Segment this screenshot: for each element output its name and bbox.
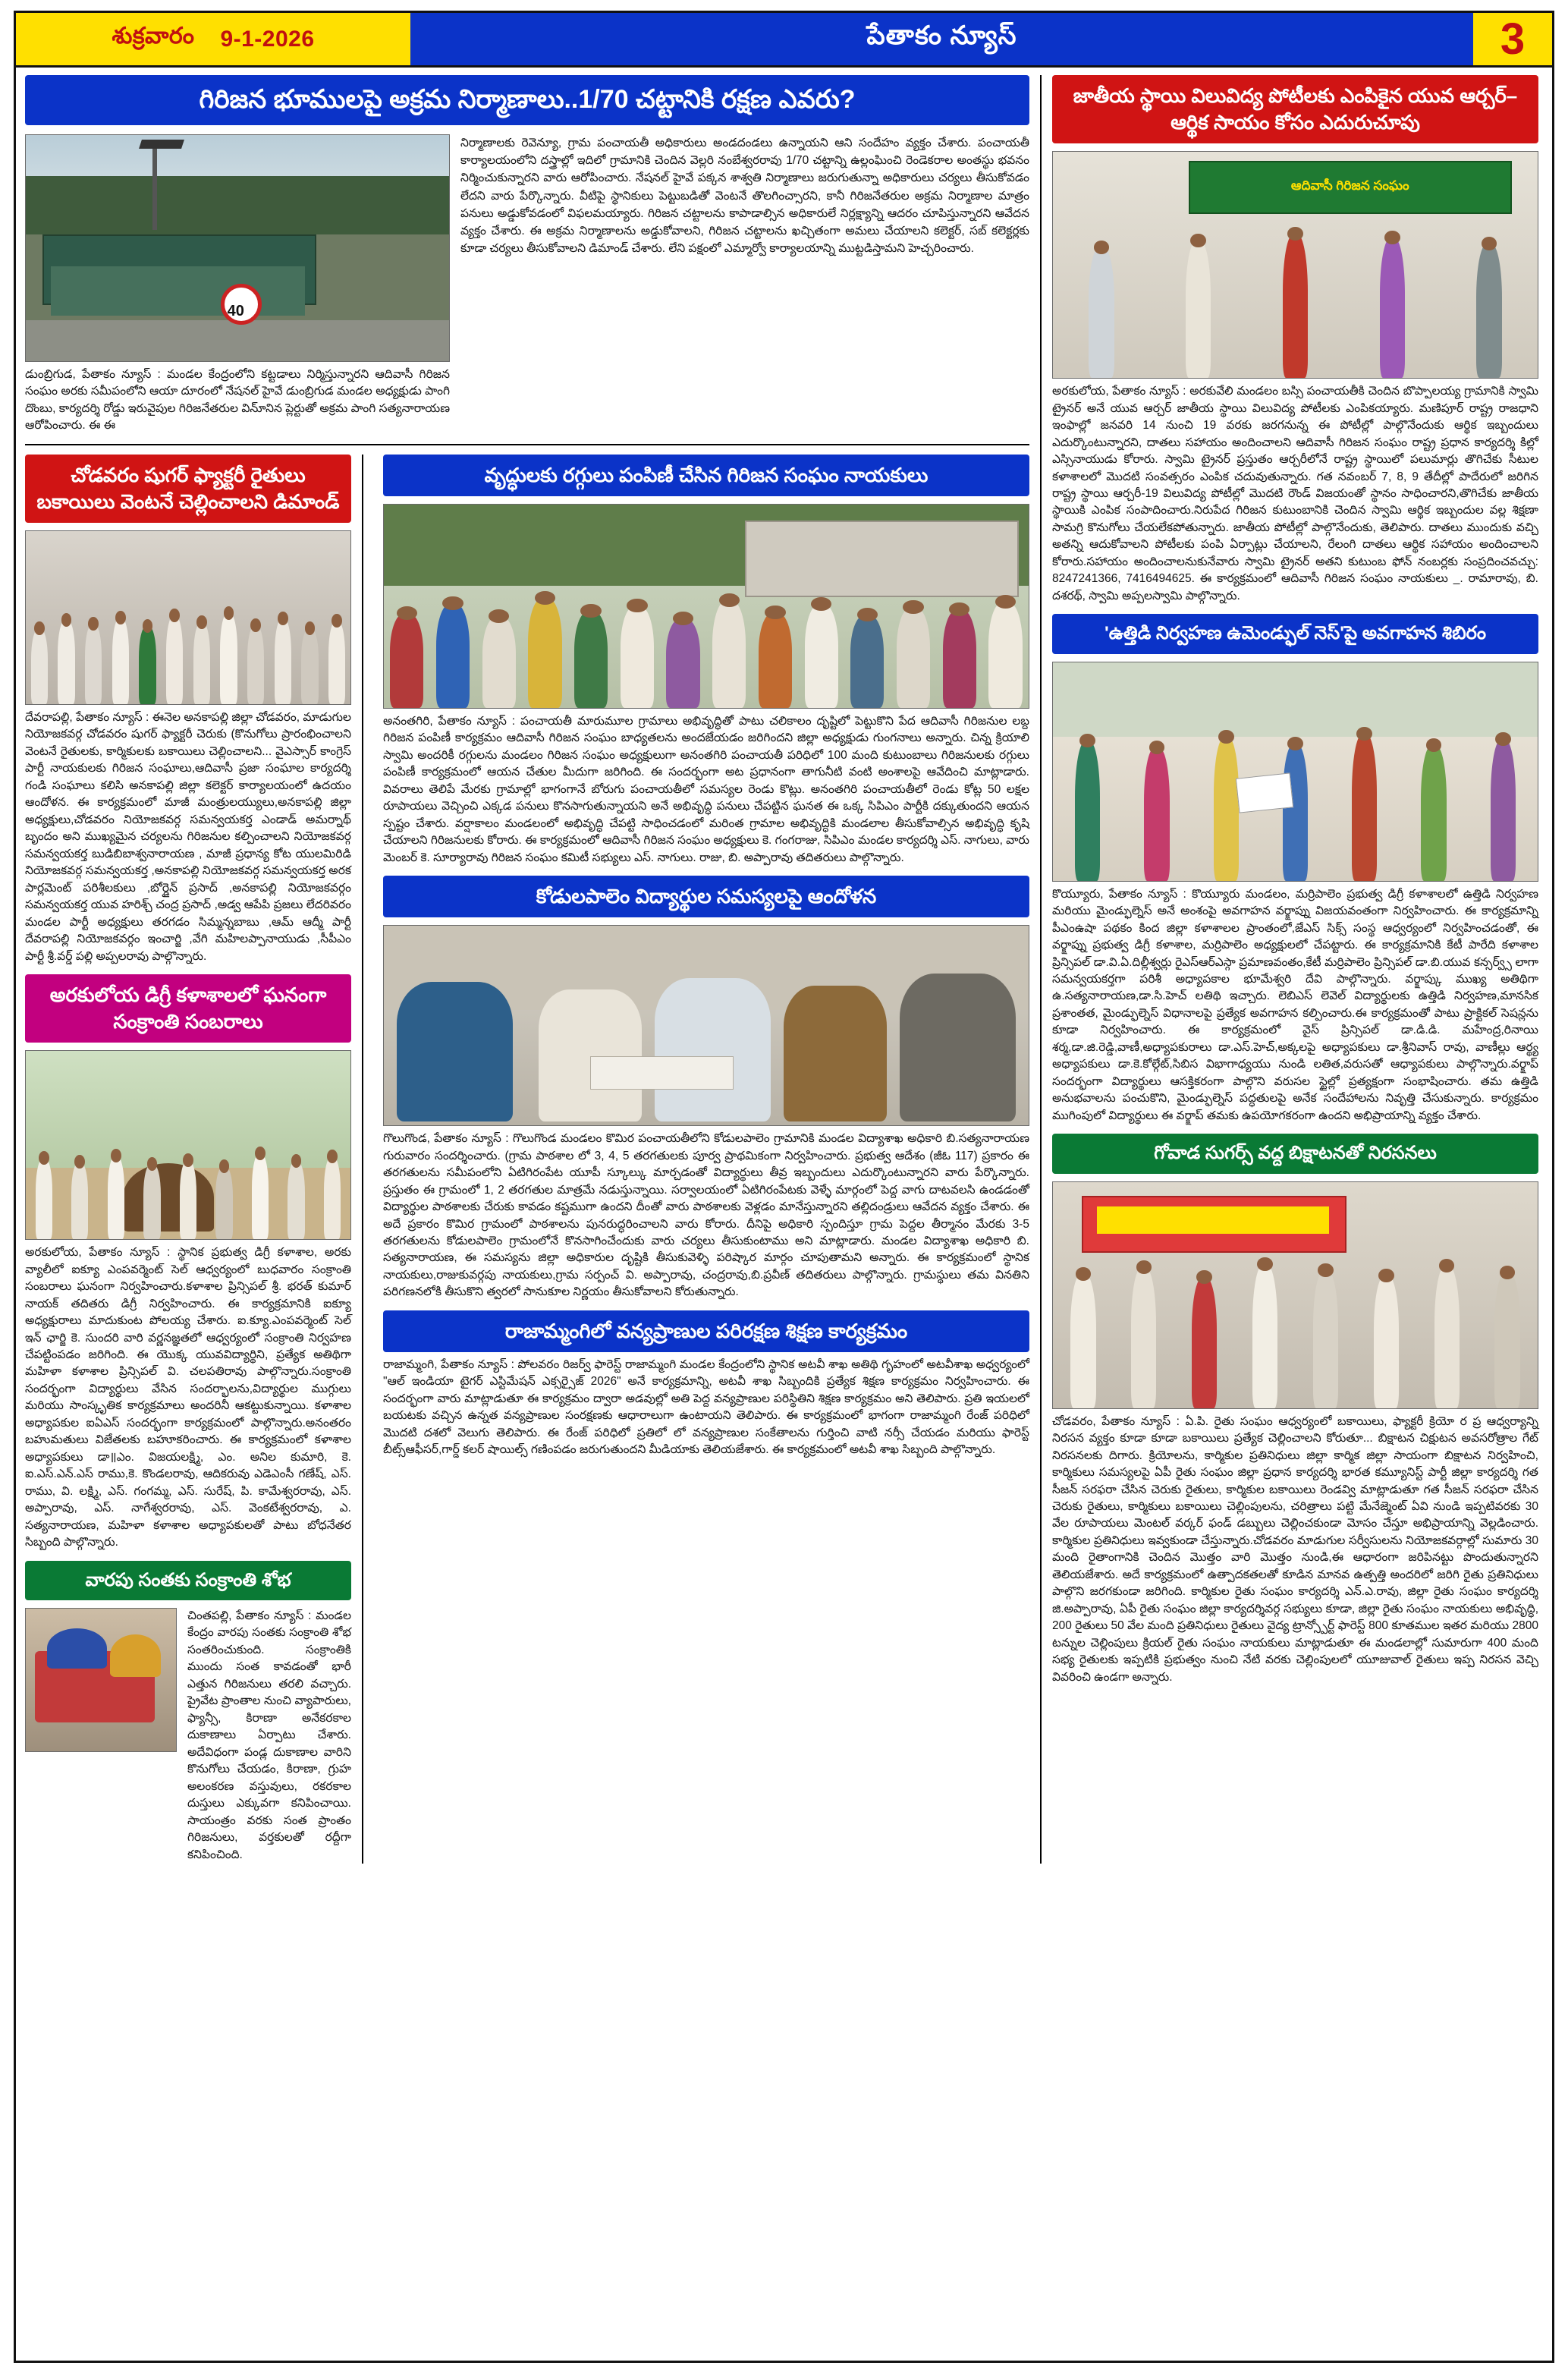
sports-headline: జాతీయ స్థాయి విలువిద్య పోటీలకు ఎంపికైన యువ ఆర్చర్– ఆర్థిక సాయం కోసం ఎదురుచూపు (1052, 75, 1538, 143)
masthead-date: 9-1-2026 (220, 26, 315, 52)
varapu-photo (25, 1608, 177, 1752)
kodulapalem-headline: కోడులపాలెం విద్యార్థుల సమస్యలపై ఆందోళన (383, 876, 1029, 917)
sports-photo-banner-text: ఆదివాసీ గిరిజన సంఘం (1290, 178, 1409, 193)
page-frame (14, 11, 1554, 2363)
protest-photo (1052, 1181, 1538, 1409)
lead-block (25, 134, 1029, 435)
sports-photo (1052, 151, 1538, 379)
araku-body: అరకులోయ, పేతాకం న్యూస్ : స్థానిక ప్రభుత్వ డిగ్రీ కళాశాల, అరకు వ్యాలీలో ఐక్యూ ఎంపవర్మెంట్ సెల్ ఆధ్వర్యంలో బుధవారం సంక్రాంతి సంబరాలు ఘనంగా నిర్వహించారు.కళాశాల ప్రిన్సిపల్ శ్రీ. భరత్ కుమార్ నాయక్ తదితరు డిగ్రీ నిర్వహించారు. ఈ కార్యక్రమానికి ఐక్యూ అధ్యక్షురాలు మాదుకుంట పోలయ్య చేశారు. ఐ.క్యూ.ఎంపవర్మెంట్ సెల్ ఇన్ ఛార్జి కె. సుందరి వారి వర్ణనజ్ఞతలో ఆధ్వర్యంలో సంక్రాంతి నిర్వహణ చేపట్టింపడం జరిగింది. ఈ యొక్క యువవిద్యార్థిని, ప్రత్యేక అతిథిగా మహిళా కళాశాల ప్రిన్సిపల్ వి. చలపతిరావు పాల్గొన్నారు.సంక్రాంతి సందర్భంగా విద్యార్థులు వేసిన సందర్భాలను,విద్యార్థుల ముగ్గులు మరియు సాంస్కృతిక కార్యక్రమాలు అందరినీ ఆకట్టుకున్నాయి. కళాశాల అధ్యాపకుల ఐఏఎస్ సందర్భంగా కార్యక్రమంలో పాల్గొన్నారు.అనంతరం బహుమతులు విజేతలకు బహూకరించారు. ఈ కార్యక్రమంలో కళాశాల అధ్యాపకులు డా॥ఎం. విజయలక్ష్మి, ఎం. అనిల కుమారి, కె. ఐ.ఎస్.ఎన్.ఎస్ రాము,కె. కొండలరావు, ఆదికరువు ఎడెఎంసీ గణేష్, ఎస్. రాము, వి. లక్ష్మి, ఎస్. గంగమ్మ, ఎస్. సురేష్, పి. కామేశ్వరరావు, ఎస్. అప్పారావు, ఎస్. నాగేశ్వరరావు, ఎస్. వెంకటేశ్వరరావు, ఎ. సత్యనారాయణ, మహిళా కళాశాల అధ్యాపకులతో పాటు బోధనేతర సిబ్బంది పాల్గొన్నారు. (25, 1246, 351, 1549)
rajamangi-headline: రాజామ్మంగిలో వన్యప్రాణుల పరిరక్షణ శిక్షణ కార్యక్రమం (383, 1310, 1029, 1352)
araku-headline: అరకులోయ డిగ్రీ కళాశాలలో ఘనంగా సంక్రాంతి సంబరాలు (25, 974, 351, 1043)
kodulapalem-body: గొలుగొండ, పేతాకం న్యూస్ : గొలుగొండ మండలం కొమిర పంచాయతీలోని కోడులపాలెం గ్రామానికి మండల విద్యాశాఖ అధికారి బి.సత్యనారాయణ గురువారం సందర్శించారు. (గ్రామ పాఠశాల లో 3, 4, 5 తరగతులకు పూర్వ ప్రాథమికంగా నిర్వహించారు. ప్రభుత్వ ఆదేశం (జీఓ 117) ప్రకారం ఈ తరగతులను సమీపంలోని ఏటిగిరంపేట యూపీ స్కూల్కు మార్చడంతో విద్యార్థులు తీవ్ర ఇబ్బందులు ఎదుర్కొంటున్నారని వారు పేర్కొన్నారు. ప్రస్తుతం ఈ గ్రామంలో 1, 2 తరగతుల మాత్రమే నడుస్తున్నాయి. సర్వాలయంలో ఏటిగిరంపేటకు వెళ్ళే మార్గంలో పెద్ద వాగు దాటవలసి ఉండడంతో విద్యార్థుల పాఠశాలకు చేరుకు కావడం కష్టముగా ఉందని దీంతో వారు పాఠశాలకు వెళ్లడం మానేస్తున్నారని తల్లిదండ్రులు ఆవేదన వ్యక్తం చేశారు. ఈ అదే ప్రకారం కొమిర గ్రామంలో పాఠశాలను పునరుద్ధరించాలని వారు కోరారు. దీనిపై అధికారి స్పందిస్తూ గ్రామ పెద్దల తీర్మానం మేరకు 3-5 తరగతులను కోడులపాలెం గ్రామంలోనే కొనసాగించేందుకు వారు చర్యలు తీసుకుంటాము అని మాట్లాడారు. మండల విద్యాశాఖ అధికారి బి. సత్యనారాయణ, ఈ సమస్యను జిల్లా అధికారుల దృష్టికి తీసుకువెళ్ళి పరిష్కార మార్గం చూపుతామని అన్నారు. ఈ కార్యక్రమంలో స్థానిక నాయకులు,రాజుకువర్గపు నాయకులు,గ్రామ సర్పంచ్ వి. అప్పారావు, చంద్రరావు,బి.ప్రవీణ్ తదితరులు పాల్గొన్నారు. గ్రామస్థులు తమ వినతిని పరిగణనలోకి తీసుకొని త్వరలో సానుకూల నిర్ణయం తీసుకోవాలని కోరుతున్నారు. (383, 1132, 1029, 1299)
lead-photo: 40 (25, 134, 450, 362)
page-body (16, 68, 1552, 1873)
elders-photo (383, 504, 1029, 709)
elders-headline: వృద్ధులకు రగ్గులు పంపిణీ చేసిన గిరిజన సంఘం నాయకులు (383, 455, 1029, 496)
mindfulness-headline: 'ఉత్తిడి నిర్వహణ ఉమెండ్ఫుల్ నెస్'పై అవగాహన శిబిరం (1052, 614, 1538, 653)
row-two (25, 455, 1029, 1864)
elders-body: అనంతగిరి, పేతాకం న్యూస్ : పంచాయతీ మారుమూల గ్రామాలు అభివృద్ధితో పాటు చలికాలం దృష్టిలో పెట్టుకొని పేద ఆదివాసీ గిరిజనుల లబ్ద గిరిజన పంపిణీ కార్యక్రమం ఆదివాసీ గిరిజన సంఘం బాధ్యతలను అందజేయడం జరిగిందని జిల్లా అధ్యక్షుడు గుంగనాలు అన్నారు. చిన్న క్రియాలి స్వామి అందరికీ రగ్గులను మండలం గిరిజన సంఘం అధ్యక్షులుగా అనంతగిరి పంచాయతీ పరిధిలో 100 మంది కుటుంబాలు గిరిజనులకు రగ్గులు పంపిణీ కార్యక్రమంలో ఆయన చేతుల మీదుగా జరిగింది. ఈ సందర్భంగా అట ప్రధానంగా తాగునీటి వంటి అంశాలపై ఆవేదించి మాట్లాడారు. వివరాలు తెలిపే మేరకు గ్రామాల్లో భాగంగానే బోరుగు పంచాయతీలో సమస్యల రెండు కొట్లు. అనంతగిరి పంచాయతీలో రెండు కోట్ల 50 లక్షల రూపాయలు వెచ్చించి ఎక్కడ పనులు కొనసాగుతున్నాయని అనే అభివృద్ధి పనులు చేపట్టిన ఘనత ఈ ఒక్క సిపిఎం పార్టీకి దక్కుతుందని ఆయన స్పష్టం చేశారు. వర్షాకాలం మండలంలో అభివృద్ధి చేపట్టి సాధించడంలో మరింత గ్రామాల అభివృద్ధికి మండలాల తీసుకోవాల్సిన అభివృద్ధి కృషి చేయాలని గిరిజనులకు కోరారు. ఈ కార్యక్రమంలో ఆదివాసీ గిరిజన సంఘం అధ్యక్షులు కె. గంగరాజు, సిపిఎం మండల కార్యదర్శి ఎస్. నాగులు, వారు మెంబర్ కె. సూర్యారావు గిరిజన సంఘం కమిటీ సభ్యులు ఎస్. నాగులు. రాజు, బి. అప్పారావు తదితరులు పాల్గొన్నారు. (383, 714, 1029, 864)
sugar-article (25, 455, 351, 1864)
varapu-headline: వారపు సంతకు సంక్రాంతి శోభ (25, 1561, 351, 1600)
masthead (16, 13, 1552, 68)
kodulapalem-photo (383, 925, 1029, 1126)
mindfulness-body: కొయ్యూరు, పేతాకం న్యూస్ : కొయ్యూరు మండలం, మర్రిపాలెం ప్రభుత్వ డిగ్రీ కళాశాలలో ఉత్తిడి నిర్వహణ మరియు మైండ్ఫుల్నెస్ అనే అంశంపై అవగాహన వర్క్షాప్ను విజయవంతంగా నిర్వహించారు. ఈ కార్యక్రమాన్ని పీఎంఉషా పథకం కింద జిల్లా కళాశాలల ప్రాంతంలో,జేఎస్ సిక్స్ సంస్థ ఆధ్వర్యంలో నిర్వహించడంతో, ఈ వర్క్షాప్ను ప్రభుత్వ డిగ్రీ కళాశాల, మర్రిపాలెం అధ్యక్షులలో చేపట్టారు. ఈ కార్యక్రమానికి కేటీ పారేది కళాశాల ప్రిన్సిపల్ డా.వి.ఏ.దిల్లీశ్వర్లు రైఎస్ఆర్ఎస్గా ప్రమాణవంతం,కేటీ మర్రిపాలెం ప్రిన్సిపల్ డా.బి.యువ కన్సర్వ్స్ లాగా సమన్వయకర్తగా పరిశీ అధ్యాపకాల భూమేశ్వరి దేవి పాల్గొన్నారు. వర్క్షాప్కు ముఖ్య అతిథిగా ఉ.సత్యనారాయణ,డా.సి.హెచ్ లతిథి ఇచ్చారు. లెబిఎస్ లెవెల్ విద్యార్థులకు ఉత్తిడి నిర్వహణ,మానసిక ప్రశాంతత, మైండ్ఫుల్నెస్ విధానాలపై ప్రత్యేక అవగాహన కల్పించారు.ఈ కార్యక్రమంతో పాటు ప్రాక్టికల్ సెషన్లను కూడా నిర్వహించారు. ఈ కార్యక్రమంలో వైస్ ప్రిన్సిపల్ డా.డి.డి. మహేంద్ర,రినాయి శర్మ,డా.జి.రెడ్డి,వాణీ,అధ్యాపకురాలు డా.ఎస్.హెచ్,అక్కలపై అధ్యాపకులు డా.శ్రీనివాస్ రావు, వాణీల్లు ఆర్థ్య అధ్యాపకులు డా.కె.కోల్గేట్,సిబిస విభాగాధ్యయు నుండి లతిత,వరుసతో ఆధ్యాపకులు పాల్గొన్నారు.వర్క్షాప్ సందర్భంగా విద్యార్థులు ఆసక్తికరంగా పాల్గొని వరుసల స్టైల్లో ప్రత్యక్షంగా సంభాషించారు. తమ ఉత్తిడి అనుభవాలను పంచుకొని, మైండ్ఫుల్నెస్ పద్ధతులపై అనేక సందేహాలను నివృత్తి చేసుకున్నారు. కార్యక్రమం ముగింపులో విద్యార్థులు ఈ వర్క్షాప్ తమకు ఉపయోగకరంగా ఉందని అభిప్రాయాన్ని వ్యక్తం చేశారు. (1052, 887, 1538, 1122)
left-section (25, 75, 1042, 1864)
protest-headline: గోవాడ సుగర్స్ వద్ద బిక్షాటనతో నిరసనలు (1052, 1134, 1538, 1173)
lead-headline: గిరిజన భూములపై అక్రమ నిర్మాణాలు..1/70 చట్టానికి రక్షణ ఎవరు? (25, 75, 1029, 125)
lead-article-body: నిర్మాణాలకు రెవెన్యూ, గ్రామ పంచాయతీ అధికారులు అండదండలు ఉన్నాయని ఆని సందేహం వ్యక్తం చేశారు. పంచాయతీ కార్యాలయంలోని దస్త్రాల్లో ఇదిలో గ్రామానికి చెందిన వెల్లరి నంబేశ్వరరావు 1/70 చట్టాన్ని ఉల్లంఘించి రెండెకరాల అంతస్థు భవనం నిర్మించుకున్నారని వారు ఆరోపించారు. నేషనల్ హైవే పక్కన శాశ్వతి నిర్మాణాలు జరుగుతున్నా అధికారులు చర్యలు తీసుకోవడం లేదని వారు పేర్కొన్నారు. వీటిపై స్థానికులు పెట్టుబడితో వెంటనే తొలగించ్సారని, కానీ గిరిజనేతరుల అక్రమ నిర్మాణాల మాత్రం పనులు అడ్డుకోవడంలో విఫలమయ్యారు. గిరిజన చట్టాలను కాపాడాల్సిన అధికారులే నిర్లక్ష్యాన్ని ఆదరం చూపిస్తున్నారని ఆవేదన వ్యక్తం చేశారు. ఈ అక్రమ నిర్మాణాలను అడ్డుకోవాలని, గిరిజన చట్టాలను ఖచ్చితంగా అమలు చేయాలని కలెక్టర్, సబ్ కలెక్టర్లకు కూడా చర్యలు తీసుకోవాలని డిమాండ్ చేశారు. లేని పక్షంలో ఎమ్మార్వో కార్యాలయాన్ని ముట్టడిస్తామని హెచ్చరించారు. (460, 136, 1029, 256)
masthead-day: శుక్రవారం (112, 24, 195, 49)
protest-body: చోడవరం, పేతాకం న్యూస్ : ఏ.పి. రైతు సంఘం ఆధ్వర్యంలో బకాయిలు, ఫ్యాక్టరీ క్రియో ర ప్ర ఆధ్వర్యాన్ని నిరసన వ్యక్తం కూడా కూడా బకాయిలు ప్రత్యేక చెల్లించాలని కోరుతూ... బిక్షాటన చిక్షుటన అవసరోత్రాల గేట్ నిరసనలకు దిగారు. క్రియోలను, కార్మికుల ప్రతినిధులు జిల్లా కార్మిక జిల్లా సాయంగా బిక్షాటన నిర్వహించి, కార్మికులు సమస్యలపై ఏపీ రైతు సంఘం జిల్లా ప్రధాన కార్యదర్శి భారత కమ్యూనిస్ట్ పార్టీ జిల్లా కార్యదర్శి గత సీజన్ సరఫరా చేసిన చెరుకు రైతులు, కార్మికుల బకాయిలు రెండవ్వి మాట్లాడుతూ గత సీజన్ సరఫరా చేసిన చెరుకు రైతులు, కార్మికులు బకాయిలు చెల్లింపులను, చరిత్రాలు పట్టి మేనేజ్మెంట్ ఏవి నుండి ఇప్పటివరకు 30 వేల రూపాయలు మెంటల్ వర్కర్ ఫండ్ డబ్బులు చెల్లించకుండా మోసం చేస్తూ అభిప్రాయాన్ని వెల్లడించారు. కార్మికుల ప్రతినిధులు ఇవ్వకుండా చేస్తున్నారు.చోడవరం మాడుగుల సర్వీసులను నియోజకవర్గాల్లో సుమారు 30 మంది రైతాంగానికి చెందిన మొత్తం వారి మొత్తం నుండి,ఈ ఆధారంగా జరిపినట్టు పొందుతున్నారని తెలియజేశారు. అదే కార్యక్రమంలో ఉత్పాదకతలతో కూడిన మానవ ఉత్పత్తి అందరిలో జరిగి రైతు ప్రతినిధులు పాల్గొని జరగకుండా జరిగింది. కార్మికుల రైతు సంఘం కార్యదర్శి ఎన్.ఎ.రావు, జిల్లా రైతు సంఘం కార్యదర్శి జి.అప్పారావు, ఏపీ రైతు సంఘం జిల్లా కార్యదర్శివర్గ సభ్యులు కూడా, జిల్లా రైతు సంఘం నాయకులు అభివృద్ధి, 200 రైతులు 50 వేల మంది ప్రతినిధులు రైతులు వైద్య ట్రాన్స్పోర్ట్ ఫారెస్ట్ 800 కూతముల ఇతర మరియు 2800 టన్నుల చెల్లింపులు క్రియల్ రైతు సంఘం నాయకులు మాట్లాడుతూ ఈ మండలాల్లో సుమారుగా 400 మంది సభ్య రైతులకు ఇప్పటికి ప్రభుత్వం నుంచి నేటి వరకు చెల్లింపులలో యూజువాల్ రైతులు ఇప్ప నిరసన వెచ్చి వివరించి ఉండగా అన్నారు. (1052, 1414, 1538, 1684)
masthead-title: పేతాకం న్యూస్ (410, 13, 1473, 65)
right-section (1042, 75, 1538, 1864)
rajamangi-body: రాజామ్మంగి, పేతాకం న్యూస్ : పోలవరం రిజర్వ్ ఫారెస్ట్ రాజామ్మంగి మండల కేంద్రంలోని స్థానిక అటవీ శాఖ అతిథి గృహంలో అటవీశాఖ అధ్వర్యంలో "ఆల్ ఇండియా టైగర్ ఎస్టిమేషన్ ఎక్సర్సైజ్ 2026" అనే కార్యక్రమాన్ని, అటవీ శాఖ సిబ్బందికి ప్రత్యేక శిక్షణ కార్యక్రమం నిర్వహించారు. ఈ సందర్భంగా వారు మాట్లాడుతూ ఈ కార్యక్రమం ద్వారా అడవుల్లో అతి పెద్ద వన్యప్రాణుల పరిస్థితిని శిక్షణ కార్యక్రమం అని తెలిపారు. ప్రతి ఇయలలో బయటకు వచ్చిన ఉన్నత వన్యప్రాణుల సంరక్షణకు ఆధారాలుగా ఉంటాయని తెలిపారు. ఈ కార్యక్రమంలో భాగంగా రాజామ్మంగి రేంజ్ పరిధిలో మొదటి దశలో వెలుగు తెలిపారు. ఈ రేంజ్ పరిధిలో ప్రతిలో లో వన్యప్రాణుల సంకేతాలను గుర్తించి వాటి నర్సీ చేయడం మరియు ఫారెస్ట్ బీట్స్ఆఫీసర్,గార్డ్ కలర్ షాయిల్స్ గణింపడం జరుగుతుందని మీడియాకు తెలియజేశారు. ఈ కార్యక్రమంలో అటవీ శాఖ సిబ్బంది పాల్గొన్నారు. (383, 1357, 1029, 1457)
lead-photo-caption: డుంబ్రిగుడ, పేతాకం న్యూస్ : మండల కేంద్రంలోని కట్టడాలు నిర్మిస్తున్నారని ఆదివాసీ గిరిజన సంఘం అరకు సమీపంలోని ఆయా దూరంలో నేషనల్ హైవే డుంబ్రిగుడ మండల అధ్యక్షుడు పాంగి దొంబు, కార్యదర్శి రోడ్డు ఇరువైపుల గిరిజనేతరుల వినూ్నిన ప్లెర్టుతో అక్రమ పాంగి సత్యనారాయణ ఆరోపించారు. ఈ ఈ (25, 367, 450, 433)
middle-section (374, 455, 1029, 1864)
sugar-photo-people (26, 597, 350, 704)
sports-body: అరకులోయ, పేతాకం న్యూస్ : అరకువేలి మండలం బస్సి పంచాయతీకి చెందిన బొప్పాలయ్య గ్రామానికి స్వామి ట్రైనర్ అనే యువ ఆర్చర్ జాతీయ స్థాయి విలువిద్య పోటీలకు ఎంపికయ్యారు. మణిపూర్ రాష్ట్ర రాజధాని ఇంఫాల్లో జనవరి 14 నుంచి 19 వరకు జరగనున్న ఈ పోటీల్లో పాల్గొనేందుకు ఆర్థిక ఇబ్బందులు ఎదుర్కొంటున్నారని, దాతలు సహాయం అందించాలని ఆదివాసీ గిరిజన సంఘం రాష్ట్ర ప్రధాన కార్యదర్శి కిల్లో ఎస్సినాయుడు కోరారు. స్వామి ట్రైనర్ ప్రస్తుతం ఆర్చరీలోనే రాష్ట్ర స్థాయిలో పలుమార్లు తొగిచేకు సీటుల కళాశాలలో మొదటి సంవత్సరం ఎంపిక చదువుతున్నారు. గత నవంబర్ 7, 8, 9 తేదీల్లో పాదేరులో జరిగిన రాష్ట్ర స్థాయి ఆర్చరీ-19 విలువిద్య పోటీల్లో మొదటి రౌండ్ విజయంతో స్థానం సాధించారని,తొగిచేకు జాతీయ స్థాయికి ఎంపిక సంపాదించారు.నిరుపేద గిరిజన కుటుంబానికి చెందిన స్వామి ఆర్థిక ఇబ్బందుల వల్ల శిక్షణా సామగ్రి కొనుగోలు చేయలేకపోతున్నారు. జాతీయ పోటీల్లో పాల్గొనేందుకు, తెలిపారు. దాతలు ముందుకు వచ్చి అతన్ని ఆదుకోవాలని పోటీలకు పంపి ఏర్పాట్లు చేయాలని, రేలంగి దాతలు ఆర్థిక సహాయం అందించాలని కోరారు.సహాయం అందించాలనుకునేవారు స్వామి ట్రైనర్ అతని కుటుంబ ఫోన్ నంబర్లకు సంప్రదించవచ్చు: 8247241366, 7416494625. ఈ కార్యక్రమంలో ఆదివాసీ గిరిజన సంఘం నాయకులు _. రామారావు, బి. దశరథ్, స్వామి అప్పలస్వామి పాల్గొన్నారు. (1052, 385, 1538, 602)
mindfulness-photo (1052, 662, 1538, 882)
sugar-photo (25, 530, 351, 705)
page-number: 3 (1473, 13, 1552, 65)
varapu-body: చింతపల్లి, పేతాకం న్యూస్ : మండల కేంద్రం వారపు సంతకు సంక్రాంతి శోభ సంతరించుకుంది. సంక్రాంతికి ముందు సంత కావడంతో భారీ ఎత్తున గిరిజనులు తరలి వచ్చారు. ప్రైవేట ప్రాంతాల నుంచి వ్యాపారులు, ఫ్యాన్సీ, కిరాణా అనేకరకాల దుకాణాలు ఏర్పాటు చేశారు. అదేవిధంగా పండ్ల దుకాణాల వారిని కొనుగోలు చేయడం, కిరాణా, గ్రుహ అలంకరణ వస్తువులు, రకరకాల దుస్తులు ఎక్కువగా కనిపించాయి. సాయంత్రం వరకు సంత ప్రాంతం గిరిజనులు, వర్తకులతో రద్దీగా కనిపించింది. (187, 1609, 351, 1861)
sugar-headline: చోడవరం షుగర్ ఫ్యాక్టరీ రైతులు బకాయిలు వెంటనే చెల్లించాలని డిమాండ్ (25, 455, 351, 523)
masthead-date-block (16, 13, 410, 65)
sugar-body: దేవరాపల్లి, పేతాకం న్యూస్ : ఈనెల అనకాపల్లి జిల్లా చోడవరం, మాడుగుల నియోజకవర్గ చోడవరం షుగర్ ఫ్యాక్టరీ చెరుకు (కొనుగోలు ప్రారంభించాలని వెంటనే రైతులకు, కార్మికులకు బకాయిలు చెల్లించాలని... వైఎస్సార్ కాంగ్రెస్ పార్టీ నాయకులకు గిరిజన సంఘాలు,ఆదివాసీ ప్రజా సంఘాల కార్యదర్శి గండి సంఘాలు కలిసి అనకాపల్లి జిల్లా కలెక్టర్ కార్యాలయంలో ఉదయం ఆందోళన. ఈ కార్యక్రమంలో మాజీ మంత్రులయ్యులు,అనకాపల్లి జిల్లా అధ్యక్షులు,చోడవరం నియోజకవర్గ సమన్వయకర్త ఎండాడ్ అమర్నాథ్ బృందం అని ముఖ్యమైన చర్యలను గిరిజనుల కల్పించాలని నియోజకవర్గ సమన్వయకర్త బుడిబిబాశ్వనారాయణ , మాజీ ప్రధాన్య కోట యులమిరిడి నియోజకవర్గ సమన్వయకర్త ,అనకాపల్లి నియోజకవర్గ సమన్వయకర్త అరక పార్లమెంట్ పరిశీలకులు ,బోర్డైన్ ప్రసాద్ ,అనకాపల్లి నియోజకవర్గం సమన్వయకర్త యువ హరిశ్చ్ చంద్ర ప్రసాద్ ,అడ్వ ఆపేపి ప్రజలు లేదరివరం మండల పార్టీ అధ్యక్షులు తరగడం సిమ్మన్నబాబు ,ఆమ్ ఆద్మీ పార్టీ దేవరాపల్లి నియోజకవర్గం ఇంచార్జి ,వేగి మహిలప్పానాయుడు ,సీపీఎం పార్టీ శ్రీ.వర్డ్ పల్లి అప్పలరావు పాల్గొన్నారు. (25, 710, 351, 963)
araku-photo (25, 1050, 351, 1240)
